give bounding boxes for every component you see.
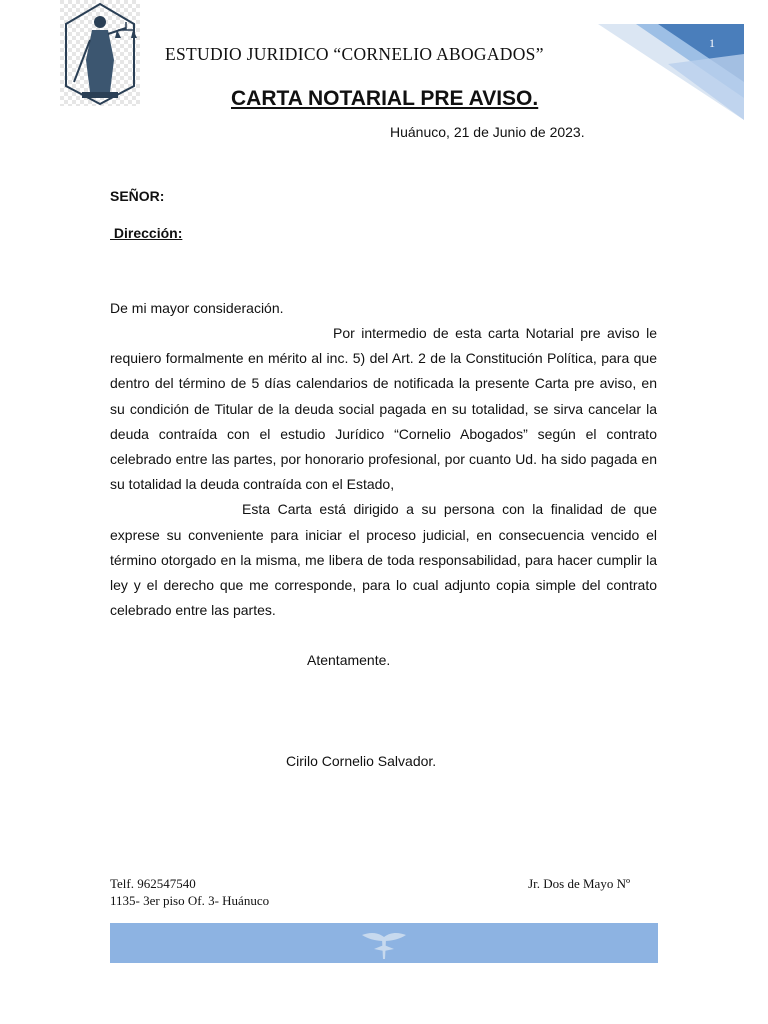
address-line-2: 1135- 3er piso Of. 3- Huánuco	[110, 893, 270, 908]
phone: Telf. 962547540	[110, 876, 196, 891]
date-line: Huánuco, 21 de Junio de 2023.	[390, 124, 585, 140]
closing: Atentamente.	[307, 652, 391, 668]
contact-info	[110, 875, 630, 909]
page-number: 1	[709, 36, 715, 50]
winged-emblem-icon	[362, 929, 406, 959]
signature-name: Cirilo Cornelio Salvador.	[286, 753, 437, 769]
paragraph-1: Por intermedio de esta carta Notarial pre aviso le requiero formalmente en mérito al inc. 5) del Art. 2 de la Constitución Política, para que dentro del término de 5 días calendarios de notificada la presente Carta pre aviso, en su condición de Titular de la deuda social pagada en su totalidad, se sirva cancelar la deuda contraída con el estudio Jurídico “Cornelio Abogados” según el contrato celebrado entre las partes, por honorario profesional, por cuanto Ud. ha sido pagada en su totalidad la deuda contraída con el Estado,	[110, 325, 657, 493]
letter-body	[110, 321, 657, 623]
paragraph-2: Esta Carta está dirigido a su persona con la finalidad de que exprese su conveniente para iniciar el proceso judicial, en consecuencia vencido el término otorgado en la misma, me libera de toda responsabilidad, para hacer cumplir la ley y el derecho que me corresponde, para lo cual adjunto copia simple del contrato celebrado entre las partes.	[110, 501, 657, 619]
greeting: De mi mayor consideración.	[110, 300, 284, 316]
address-label: Dirección:	[110, 225, 183, 241]
letter-title: CARTA NOTARIAL PRE AVISO.	[231, 87, 539, 110]
addressee-label: SEÑOR:	[110, 188, 165, 204]
footer-bar	[110, 923, 658, 963]
firm-name: ESTUDIO JURIDICO “CORNELIO ABOGADOS”	[165, 44, 544, 64]
address-line-1: Jr. Dos de Mayo Nº	[528, 876, 630, 891]
lady-justice-icon	[60, 0, 140, 106]
